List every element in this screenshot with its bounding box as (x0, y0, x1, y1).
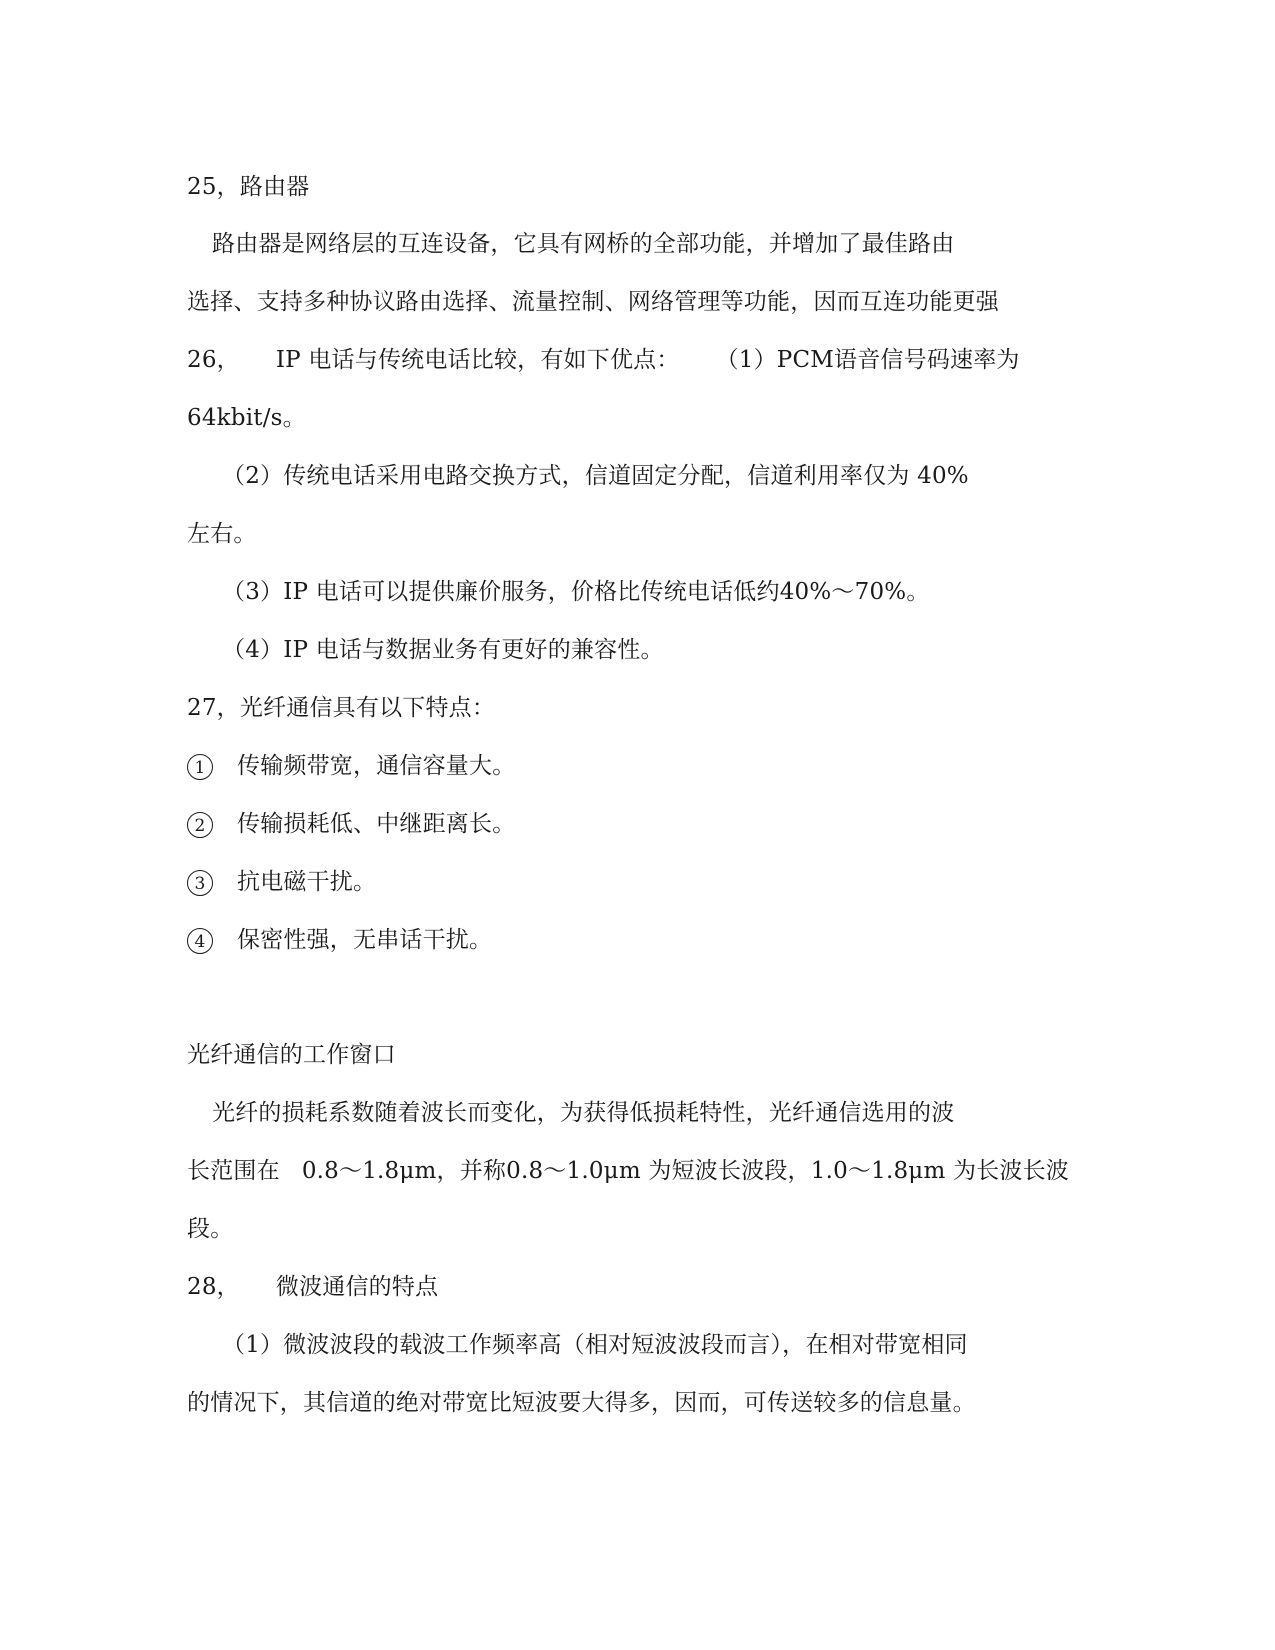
section-26-item-2-a: （2）传统电话采用电路交换方式，信道固定分配，信道利用率仅为 40% (222, 463, 969, 489)
section-26-number: 26， (187, 347, 240, 373)
window-body-line-2 (187, 1156, 1069, 1186)
section-27-item-3 (187, 867, 376, 897)
section-26-heading (187, 345, 1020, 375)
circled-number-1: 1 (187, 754, 213, 780)
section-25-body-line-2: 选择、支持多种协议路由选择、流量控制、网络管理等功能，因而互连功能更强 (187, 289, 999, 315)
circled-number-4: 4 (187, 928, 213, 954)
section-28-heading (187, 1272, 438, 1302)
circled-number-2: 2 (187, 812, 213, 838)
window-body-line-1: 光纤的损耗系数随着波长而变化，为获得低损耗特性，光纤通信选用的波 (212, 1100, 955, 1126)
circled-number-3: 3 (187, 870, 213, 896)
section-26-title: IP 电话与传统电话比较，有如下优点： (275, 347, 680, 373)
section-25-heading: 25，路由器 (187, 174, 310, 200)
section-28-item-1-b: 的情况下，其信道的绝对带宽比短波要大得多，因而，可传送较多的信息量。 (187, 1390, 976, 1416)
window-heading: 光纤通信的工作窗口 (187, 1042, 396, 1068)
section-27-item-2-text: 传输损耗低、中继距离长。 (237, 811, 516, 837)
section-28-item-1-a: （1）微波波段的载波工作频率高（相对短波波段而言），在相对带宽相同 (222, 1332, 968, 1358)
section-25-body-line-1: 路由器是网络层的互连设备，它具有网桥的全部功能，并增加了最佳路由 (212, 231, 955, 257)
window-body-line-2-a: 长范围在 (187, 1158, 280, 1184)
section-26-item-1-a: （1）PCM语音信号码速率为 (715, 347, 1020, 373)
section-26-item-2-b: 左右。 (187, 521, 257, 547)
section-26-item-1-b: 64kbit/s。 (187, 405, 306, 431)
section-27-heading: 27，光纤通信具有以下特点： (187, 695, 496, 721)
section-27-item-2 (187, 809, 515, 839)
window-body-line-3: 段。 (187, 1216, 234, 1242)
section-27-item-4-text: 保密性强，无串话干扰。 (237, 927, 493, 953)
section-27-item-1 (187, 751, 515, 781)
section-28-number: 28， (187, 1274, 240, 1300)
section-28-title: 微波通信的特点 (275, 1274, 439, 1300)
section-27-item-4 (187, 925, 492, 955)
window-body-line-2-b: 0.8～1.8μm，并称0.8～1.0μm 为短波长波段，1.0～1.8μm 为长波长波 (301, 1158, 1069, 1184)
section-26-item-3: （3）IP 电话可以提供廉价服务，价格比传统电话低约40%～70%。 (222, 579, 930, 605)
section-27-item-3-text: 抗电磁干扰。 (237, 869, 377, 895)
section-27-item-1-text: 传输频带宽，通信容量大。 (237, 753, 516, 779)
section-26-item-4: （4）IP 电话与数据业务有更好的兼容性。 (222, 637, 664, 663)
